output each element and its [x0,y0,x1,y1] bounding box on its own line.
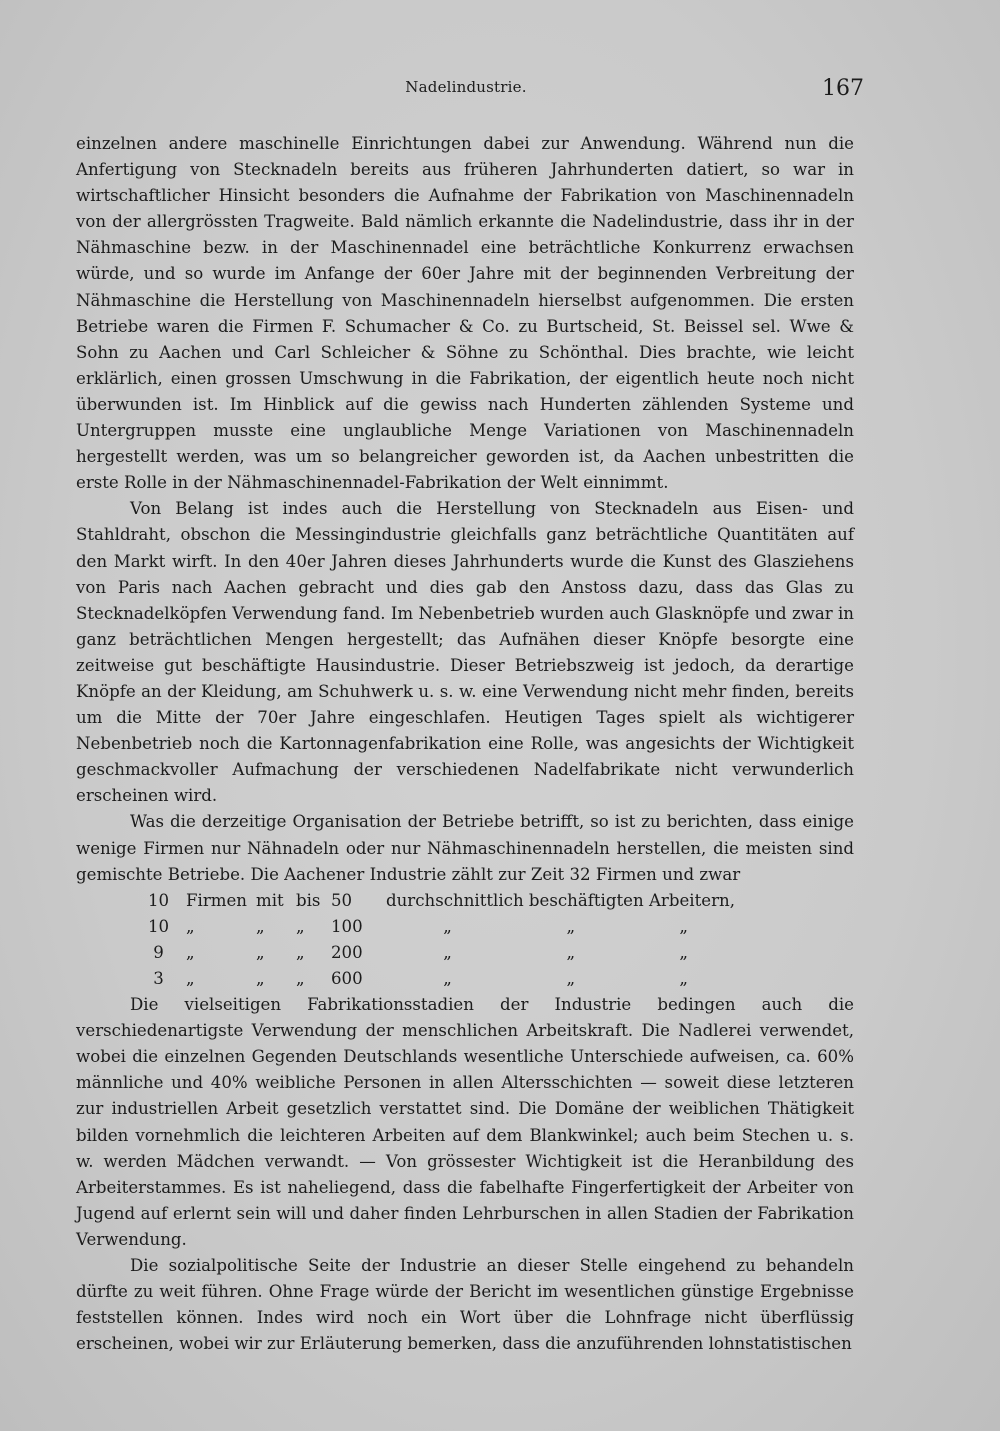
ditto-mark: „ [296,942,305,962]
table-cell: mit [256,890,284,910]
table-row [76,914,735,940]
table-cell: durchschnittlich beschäftigten Arbeitern, [386,890,735,910]
firm-size-table [76,888,735,992]
page-number: 167 [822,76,864,101]
running-title: Nadelindustrie. [405,78,527,96]
ditto-mark: „ [566,916,576,936]
ditto-mark: „ [443,916,452,936]
ditto-mark: „ [296,969,305,988]
ditto-mark: „ [679,942,688,962]
paragraph-1: einzelnen andere maschinelle Einrichtungen dabei zur Anwendung. Während nun die Anfertigung von Stecknadeln bereits aus früheren Jahrhunderten datiert, so war in wirtschaftlicher Hinsicht besonders die Aufnahme der Fabrikation von Maschinennadeln von der allergrössten Tragweite. Bald nämlich erkannte die Nadelindustrie, dass ihr in der Nähmaschine bezw. in der Maschinennadel eine beträchtliche Konkurrenz erwachsen würde, und so wurde im Anfange der 60er Jahre mit der beginnenden Verbreitung der Nähmaschine die Herstellung von Maschinennadeln hierselbst aufgenommen. Die ersten Betriebe waren die Firmen F. Schumacher & Co. zu Burtscheid, St. Beissel sel. Wwe & Sohn zu Aachen und Carl Schleicher & Söhne zu Schönthal. Dies brachte, wie leicht erklärlich, einen grossen Umschwung in die Fabrikation, der eigentlich heute noch nicht überwunden ist. Im Hinblick auf die gewiss nach Hunderten zählenden Systeme und Untergruppen musste eine unglaubliche Menge Variationen von Maschinennadeln hergestellt werden, was um so belangreicher geworden ist, da Aachen unbestritten die erste Rolle in der Nähmaschinennadel-Fabrikation der Welt einnimmt. [76,134,854,493]
ditto-mark: „ [296,916,305,936]
ditto-mark: „ [186,942,195,962]
unit-label: Firmen [186,890,247,910]
worker-max: 200 [331,942,363,962]
ditto-mark: „ [443,942,452,962]
table-cell: bis [296,890,321,910]
firm-count: 9 [153,942,164,962]
ditto-mark: „ [256,916,265,936]
ditto-mark: „ [679,969,688,988]
ditto-mark: „ [443,969,452,988]
firm-count: 10 [147,916,170,936]
ditto-mark: „ [186,916,195,936]
worker-max: 50 [331,890,353,910]
ditto-mark: „ [679,916,688,936]
paragraph-5: Die sozialpolitische Seite der Industrie an dieser Stelle eingehend zu behandeln dürfte zu weit führen. Ohne Frage würde der Bericht im wesentlichen günstige Ergebnisse feststellen können. Indes wird noch ein Wort über die Lohnfrage nicht überflüssig erscheinen, wobei wir zur Erläuterung bemerken, dass die anzuführenden lohnstatistischen [76,1256,854,1354]
ditto-mark: „ [566,942,576,962]
worker-max: 100 [331,916,363,936]
page-body [76,131,854,1357]
paragraph-2: Von Belang ist indes auch die Herstellung von Stecknadeln aus Eisen- und Stahldraht, obschon die Messingindustrie gleichfalls ganz beträchtliche Quantitäten auf den Markt wirft. In den 40er Jahren dieses Jahrhunderts wurde die Kunst des Glasziehens von Paris nach Aachen gebracht und dies gab den Anstoss dazu, dass das Glas zu Stecknadelköpfen Verwendung fand. Im Nebenbetrieb wurden auch Glasknöpfe und zwar in ganz beträchtlichen Mengen hergestellt; das Aufnähen dieser Knöpfe besorgte eine zeitweise gut beschäftigte Hausindustrie. Dieser Betriebszweig ist jedoch, da derartige Knöpfe an der Kleidung, am Schuhwerk u. s. w. eine Verwendung nicht mehr finden, bereits um die Mitte der 70er Jahre eingeschlafen. Heutigen Tages spielt als wichtigerer Nebenbetrieb noch die Kartonnagenfabrikation eine Rolle, was angesichts der Wichtigkeit geschmackvoller Aufmachung der verschiedenen Nadelfabrikate nicht verwunderlich erscheinen wird. [76,499,854,806]
table-row [76,940,735,966]
table-row [76,966,735,992]
ditto-mark: „ [256,969,265,988]
page-header [76,74,864,104]
ditto-mark: „ [566,969,576,988]
worker-max: 600 [331,969,363,988]
firm-count: 3 [153,969,164,988]
ditto-mark: „ [186,969,195,988]
firm-count: 10 [147,890,170,910]
paragraph-4: Die vielseitigen Fabrikationsstadien der Industrie bedingen auch die verschiedenartigste Verwendung der menschlichen Arbeitskraft. Die Nadlerei verwendet, wobei die einzelnen Gegenden Deutschlands wesentliche Unterschiede aufweisen, ca. 60% männliche und 40% weibliche Personen in allen Altersschichten — soweit diese letzteren zur industriellen Arbeit gesetzlich verstattet sind. Die Domäne der weiblichen Thätigkeit bilden vornehmlich die leichteren Arbeiten auf dem Blankwinkel; auch beim Stechen u. s. w. werden Mädchen verwandt. — Von grössester Wichtigkeit ist die Heranbildung des Arbeiterstammes. Es ist naheliegend, dass die fabelhafte Fingerfertigkeit der Arbeiter von Jugend auf erlernt sein will und daher finden Lehrburschen in allen Stadien der Fabrikation Verwendung. [76,995,854,1249]
ditto-mark: „ [256,942,265,962]
table-row [76,888,735,914]
paragraph-3: Was die derzeitige Organisation der Betriebe betrifft, so ist zu berichten, dass einige wenige Firmen nur Nähnadeln oder nur Nähmaschinennadeln herstellen, die meisten sind gemischte Betriebe. Die Aachener Industrie zählt zur Zeit 32 Firmen und zwar [76,812,854,884]
